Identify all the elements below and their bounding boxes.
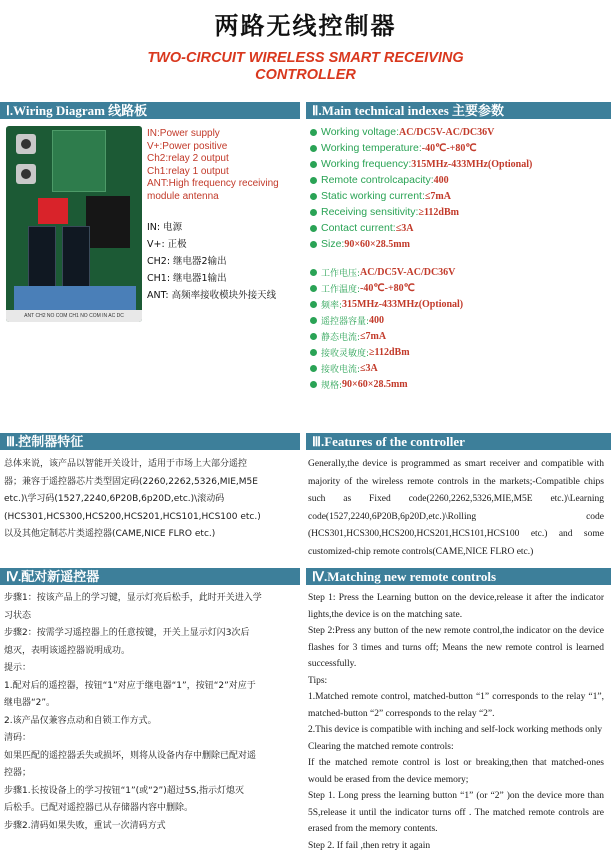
spec-row: Static working current: ≤7mA: [310, 188, 605, 204]
section-bar-features-cn: Ⅲ.控制器特征: [0, 433, 300, 450]
bullet-dot-icon: [310, 209, 317, 216]
spec-row: Working voltage: AC/DC5V-AC/DC36V: [310, 124, 605, 140]
bullet-dot-icon: [310, 349, 317, 356]
legend-en-line: IN:Power supply: [147, 128, 220, 139]
spec-row: 频率: 315MHz-433MHz(Optional): [310, 296, 605, 312]
bullet-dot-icon: [310, 241, 317, 248]
bullet-dot-icon: [310, 285, 317, 292]
spec-row: 规格: 90×60×28.5mm: [310, 376, 605, 392]
bullet-dot-icon: [310, 365, 317, 372]
specs-en-list: [310, 124, 605, 252]
features-cn-text: 总体来说，该产品以智能开关设计，适用于市场上大部分遥控 器；兼容于遥控器芯片类型固定码(2260,2262,5326,MIE,M5E etc.)\学习码(1527,2240,6P20B,6p20D,etc.)\滚动码 (HCS301,HCS300,HCS200,HCS201,HCS101,HCS100 etc.) 以及其他定制芯片类遥控器(CAME,NICE FLRO etc.): [4, 459, 261, 539]
legend-cn-line: ANT: 高频率接收模块外接天线: [147, 290, 277, 301]
spec-row: Remote controlcapacity: 400: [310, 172, 605, 188]
antenna-module: [52, 130, 106, 192]
circuit-board-image: [6, 126, 142, 322]
bullet-dot-icon: [310, 301, 317, 308]
legend-en-line: Ch1:relay 1 output: [147, 165, 229, 177]
section-bar-pairing-cn: Ⅳ.配对新遥控器: [0, 568, 300, 585]
bullet-dot-icon: [310, 381, 317, 388]
section-bar-features-en: Ⅲ.Features of the controller: [306, 433, 611, 450]
learn-button-2: [16, 164, 36, 184]
bullet-dot-icon: [310, 333, 317, 340]
learn-button-1: [16, 134, 36, 154]
spec-row: Size: 90×60×28.5mm: [310, 236, 605, 252]
section-bar-pairing-en: Ⅳ.Matching new remote controls: [306, 568, 611, 585]
spec-row: Working frequency: 315MHz-433MHz(Optional): [310, 156, 605, 172]
spec-row: 遥控器容量: 400: [310, 312, 605, 328]
section-bar-tech: Ⅱ.Main technical indexes 主要参数: [306, 102, 611, 119]
legend-en-line: ANT:High frequency receiving: [147, 178, 279, 189]
specs-cn-list: [310, 264, 605, 392]
terminal-labels: ANT CH2 NO COM CH1 NO COM IN AC DC: [6, 310, 142, 322]
relay-2: [62, 226, 90, 288]
legend-en: [147, 128, 307, 203]
legend-en-line: Ch2:relay 2 output: [147, 153, 229, 164]
bullet-dot-icon: [310, 129, 317, 136]
page-title-en-line1: TWO-CIRCUIT WIRELESS SMART RECEIVING: [147, 50, 464, 66]
legend-en-line: V+:Power positive: [147, 140, 228, 152]
dip-switch: [38, 198, 68, 224]
pairing-en-text: Step 1: Press the Learning button on the device,release it after the indicator lights,the device is on the matching sate. Step 2:Press any button of the new remote control,the indicator on the device flashes for 3 times and turns off; Means the new remote control is learned successfully. Tips: 1.Matched remote control, matched-button “1” corresponds to the relay “1”, matched-button “2” corresponds to the relay “2”. 2.This device is compatible with inching and self-lock working methods only Clearing the matched remote controls: If the matched remote control is lost or breaking,then that matched-ones would be erased from the device memory; Step 1. Long press the learning button “1” (or “2” )on the device more than 5S,release it until the indicator turns off . The matched remote controls are erased from the memory contents. Step 2. If fail ,then retry it again: [308, 593, 604, 851]
bullet-dot-icon: [310, 145, 317, 152]
bullet-dot-icon: [310, 177, 317, 184]
spec-row: 接收电流: ≤3A: [310, 360, 605, 376]
spec-row: Working temperature: -40℃-+80℃: [310, 140, 605, 156]
page-title-en-line2: CONTROLLER: [255, 67, 356, 83]
spec-row: 工作电压: AC/DC5V-AC/DC36V: [310, 264, 605, 280]
page-title-cn: 两路无线控制器: [214, 12, 397, 40]
legend-cn-line: CH1: 继电器1输出: [147, 273, 227, 284]
spec-row: Contact current: ≤3A: [310, 220, 605, 236]
legend-en-line: module antenna: [147, 190, 219, 202]
spec-row: 静态电流: ≤7mA: [310, 328, 605, 344]
pairing-cn-text: 步骤1：按该产品上的学习键，显示灯亮后松手，此时开关进入学 习状态 步骤2：按需学习遥控器上的任意按键，开关上显示灯闪3次后 熄灭，表明该遥控器说明成功。 提示： 1.配对后的遥控器，按钮“1”对应于继电器“1”，按钮“2”对应于 继电器“2”。 2.该产品仅兼容点动和自锁工作方式。 清码： 如果匹配的遥控器丢失或损坏，则将从设备内存中删除已配对遥 控器； 步骤1.长按设备上的学习按钮“1”(或“2”)超过5S,指示灯熄灭 后松手。已配对遥控器已从存储器内容中删除。 步骤2.清码如果失败，重试一次清码方式: [4, 593, 262, 831]
section-bar-wiring: Ⅰ.Wiring Diagram 线路板: [0, 102, 300, 119]
bullet-dot-icon: [310, 193, 317, 200]
terminal-block: [14, 286, 136, 310]
controller-chip: [86, 196, 130, 248]
bullet-dot-icon: [310, 161, 317, 168]
legend-cn-line: IN: 电源: [147, 222, 183, 233]
relay-1: [28, 226, 56, 288]
features-en-text: Generally,the device is programmed as smart receiver and compatible with majority of the wireless remote controls in the markets;-Compatible chips such as Fixed code(2260,2262,5326,MIE,M5E etc.)\Learning code(1527,2240,6P20B,6p20D,etc.)\Rolling code (HCS301,HCS300,HCS200,HCS201,HCS101,HCS100 etc.) and some customized-chip remote controls(CAME,NICE FLRO etc.): [308, 459, 604, 557]
spec-row: 接收灵敏度: ≥112dBm: [310, 344, 605, 360]
bullet-dot-icon: [310, 269, 317, 276]
spec-row: 工作温度: -40℃-+80℃: [310, 280, 605, 296]
bullet-dot-icon: [310, 225, 317, 232]
bullet-dot-icon: [310, 317, 317, 324]
legend-cn-line: CH2: 继电器2输出: [147, 256, 227, 267]
legend-cn: [147, 219, 307, 304]
spec-row: Receiving sensitivity: ≥112dBm: [310, 204, 605, 220]
legend-cn-line: V+: 正极: [147, 239, 187, 250]
